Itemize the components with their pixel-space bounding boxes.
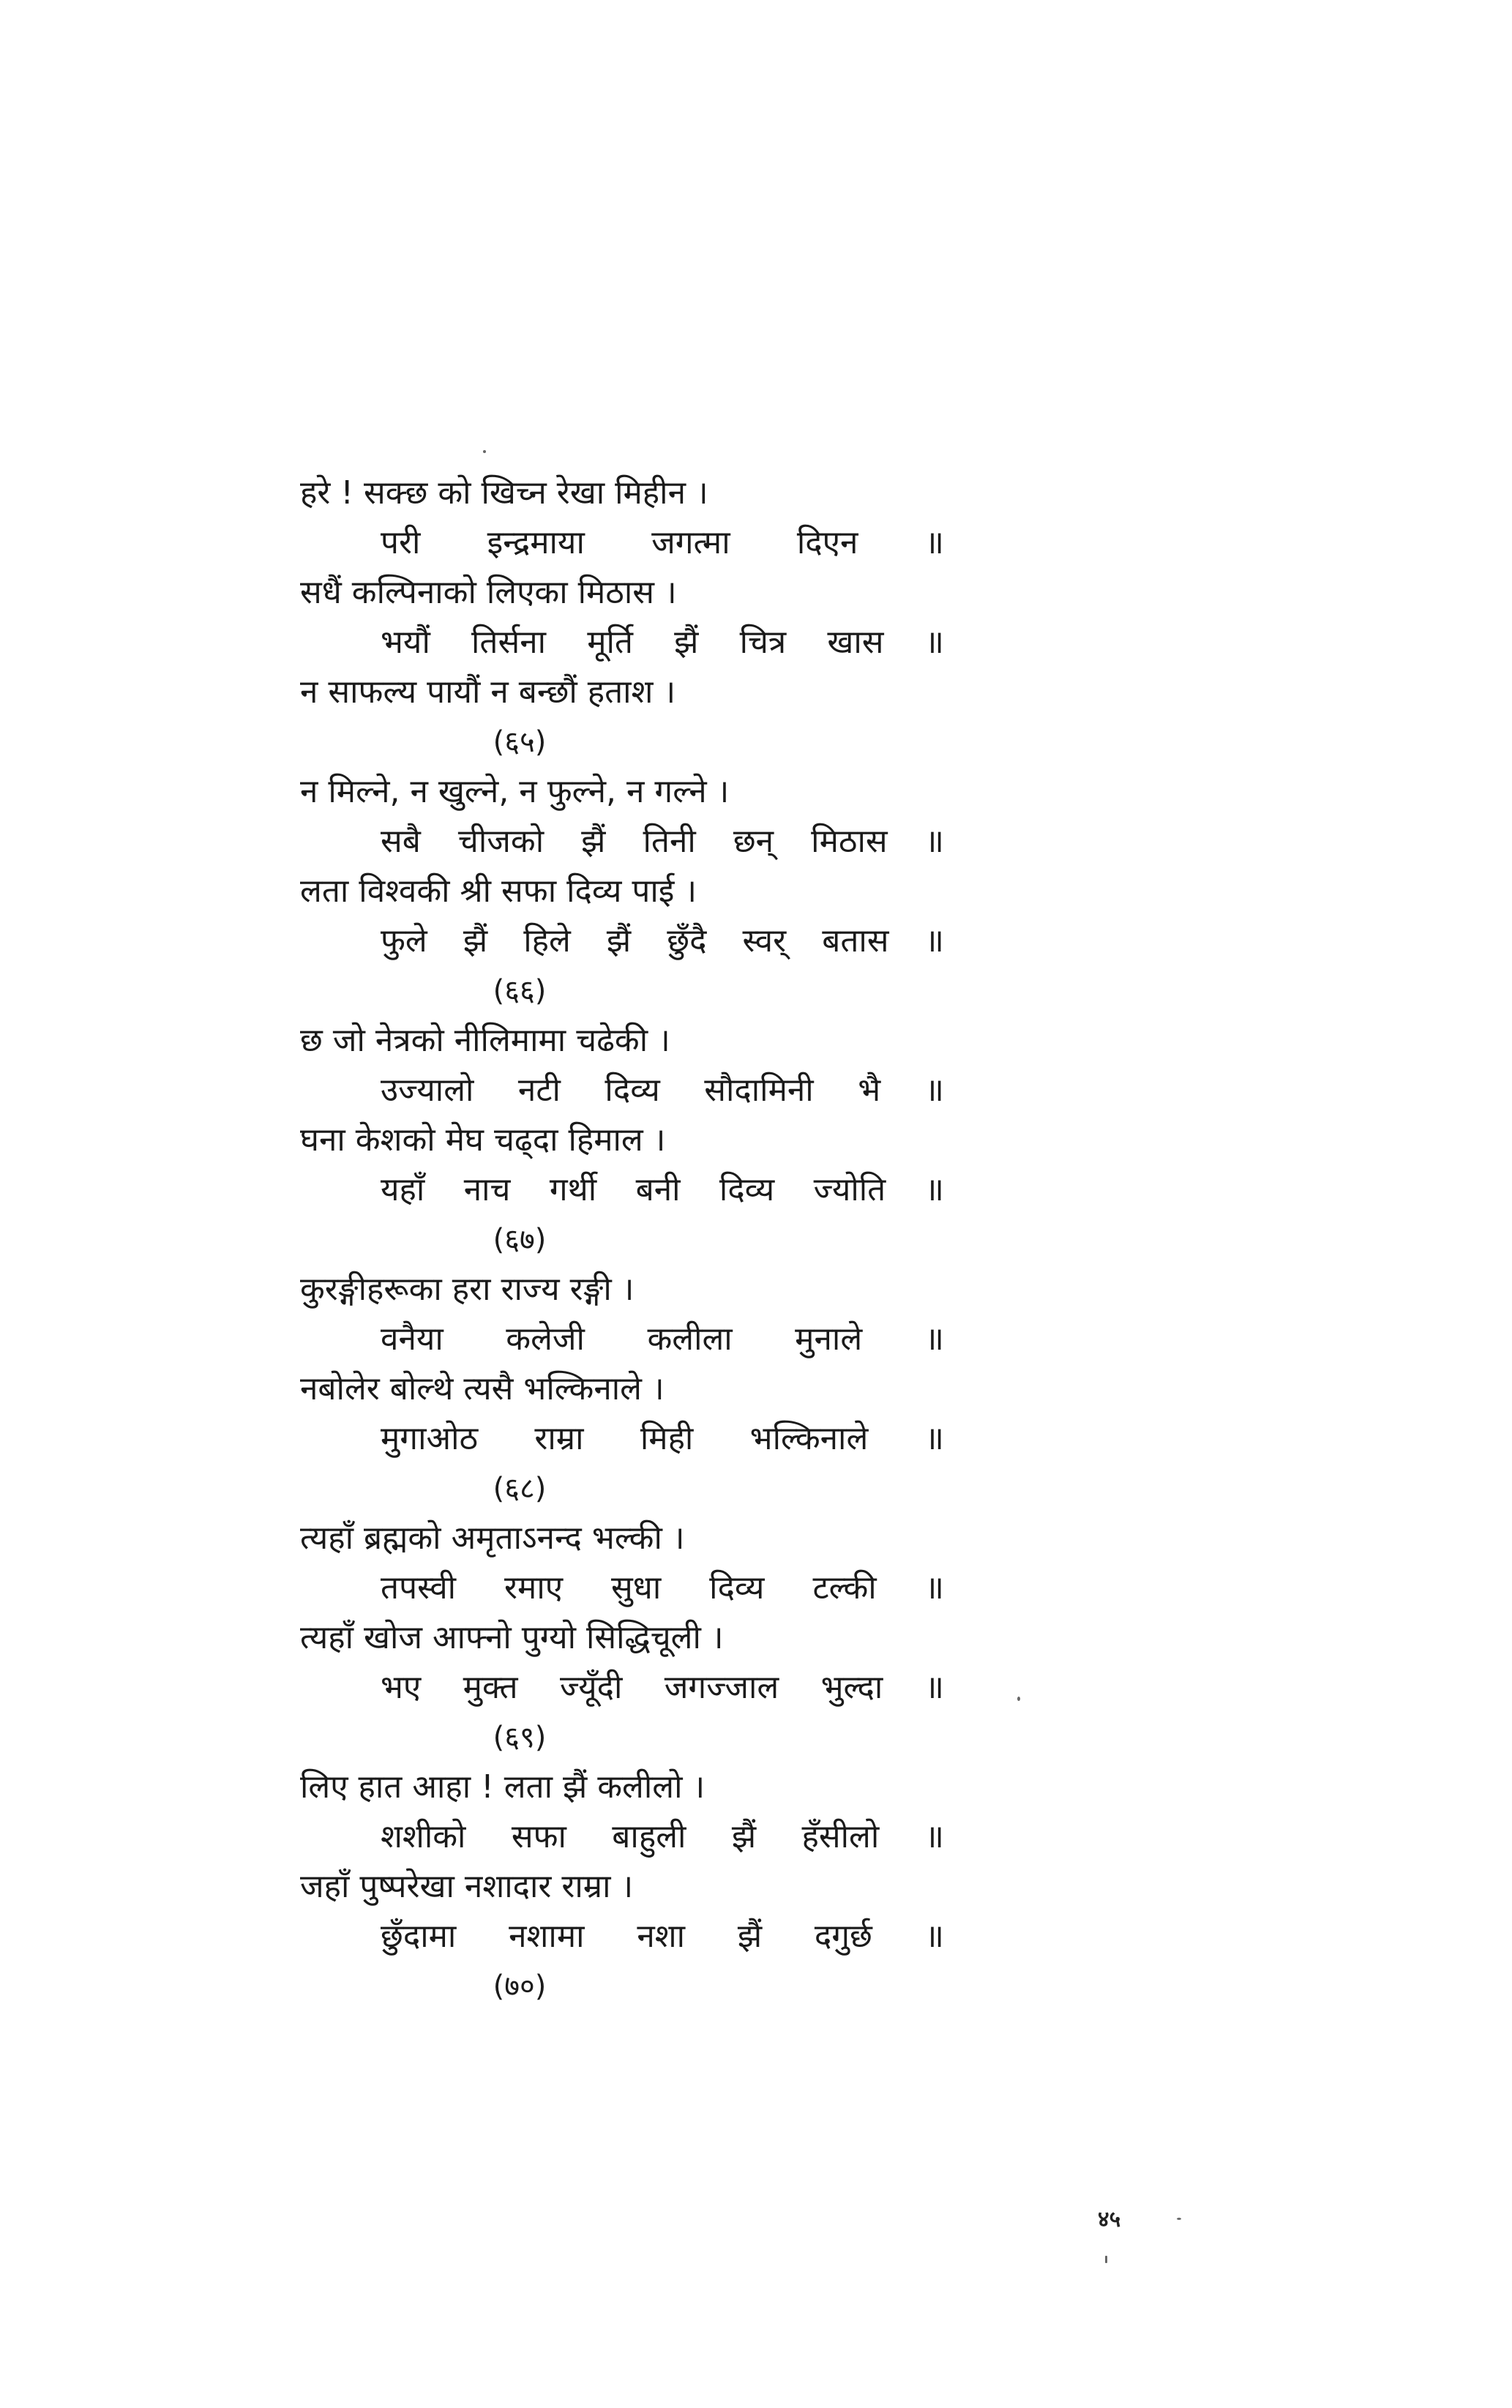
verse-line: सधैं कल्पिनाको लिएका मिठास । [300,574,677,611]
verse-line: सबै चीजको झैं तिनी छन् मिठास ॥ [381,823,944,860]
verse-line: उज्यालो नटी दिव्य सौदामिनी भै ॥ [381,1072,944,1109]
scan-speck [483,450,486,453]
page-number: ४५ [1098,2207,1121,2232]
poem-text [300,468,944,2011]
verse-line: भयौं तिर्सना मूर्ति झैं चित्र खास ॥ [381,624,944,661]
scan-speck [1105,2256,1107,2263]
verse-line: कुरङ्गीहरूका हरा राज्य रङ्गी । [300,1271,635,1308]
verse-line: नबोलेर बोल्थे त्यसै भल्किनाले । [300,1370,665,1407]
stanza-number: (७०) [493,1970,547,2003]
verse-line: भए मुक्त ज्यूँदी जगज्जाल भुल्दा ॥ [381,1669,944,1706]
stanza-number: (६७) [493,1223,547,1257]
verse-line: न मिल्ने, न खुल्ने, न फुल्ने, न गल्ने । [300,773,730,810]
verse-line: शशीको सफा बाहुली झैं हँसीलो ॥ [381,1818,944,1855]
verse-line: वनैया कलेजी कलीला मुनाले ॥ [381,1320,944,1358]
verse-line: मुगाओठ राम्रा मिही भल्किनाले ॥ [381,1420,944,1457]
verse-line: छुँदामा नशामा नशा झैं दगुर्छ ॥ [381,1918,944,1955]
verse-line: घना केशको मेघ चढ्दा हिमाल । [300,1121,666,1159]
verse-line: जहाँ पुष्परेखा नशादार राम्रा । [300,1868,634,1905]
stanza-number: (६९) [493,1721,547,1754]
scan-speck [1177,2218,1181,2220]
stanza-number: (६६) [493,974,547,1008]
verse-line: न साफल्य पायौं न बन्छौं हताश । [300,673,676,711]
verse-line: त्यहाँ खोज आफ्नो पुग्यो सिद्धिचूली । [300,1619,724,1656]
verse-line: लिए हात आहा ! लता झैं कलीलो । [300,1768,706,1806]
verse-line: तपस्वी रमाए सुधा दिव्य टल्की ॥ [381,1569,944,1607]
stanza-number: (६५) [493,725,547,759]
verse-line: छ जो नेत्रको नीलिमामा चढेकी । [300,1022,670,1059]
verse-line: त्यहाँ ब्रह्मको अमृताऽनन्द भल्की । [300,1519,685,1557]
verse-line: हरे ! सक्छ को खिच्न रेखा मिहीन । [300,474,708,512]
scan-speck [1017,1697,1020,1701]
verse-line: फुले झैं हिले झैं छुँदै स्वर् बतास ॥ [381,922,944,960]
verse-line: यहाँ नाच गर्थी बनी दिव्य ज्योति ॥ [381,1171,944,1208]
verse-line: परी इन्द्रमाया जगत्मा दिएन ॥ [381,524,944,561]
verse-line: लता विश्वकी श्री सफा दिव्य पाई । [300,872,697,910]
stanza-number: (६८) [493,1472,547,1506]
